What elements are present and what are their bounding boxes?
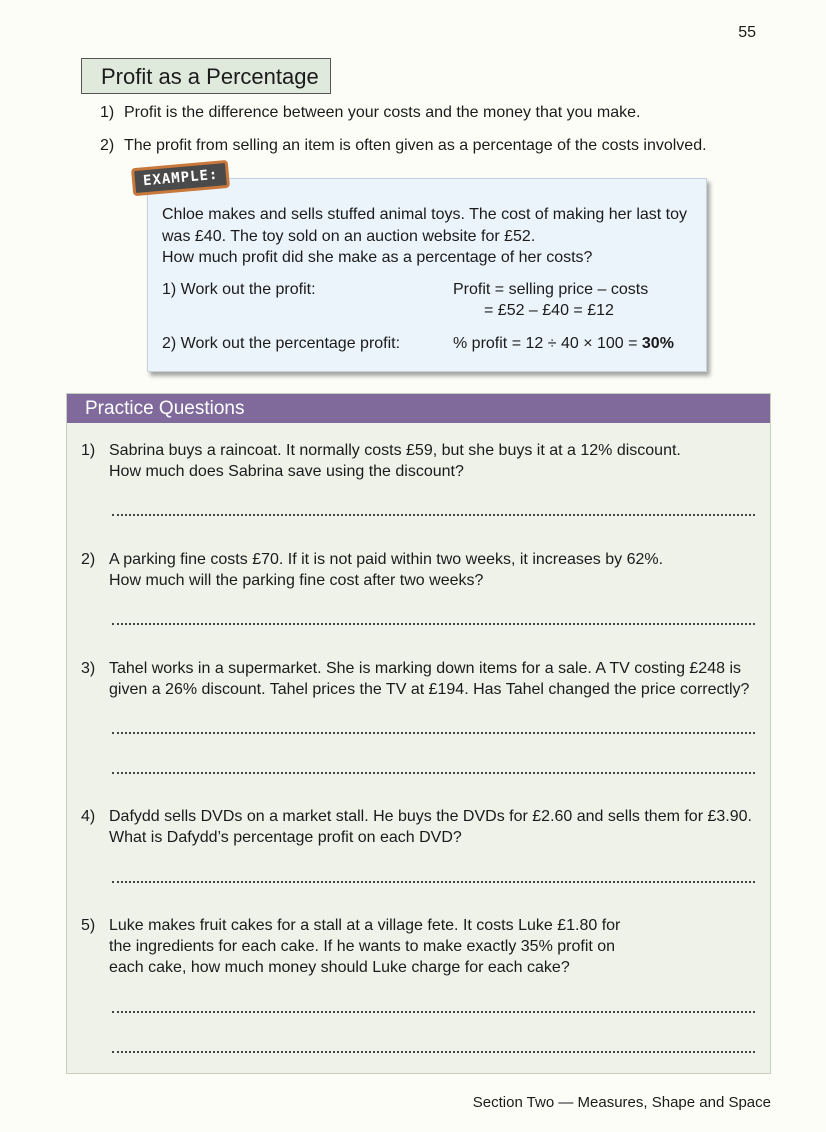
example-step-2-label: 2) Work out the percentage profit: <box>162 335 401 352</box>
practice-header: Practice Questions <box>67 394 770 423</box>
answer-line[interactable] <box>112 881 755 883</box>
section-footer: Section Two — Measures, Shape and Space <box>472 1094 771 1111</box>
example-box <box>147 178 707 372</box>
example-tag: EXAMPLE: <box>131 160 231 196</box>
example-answer: 30% <box>641 335 674 352</box>
answer-line[interactable] <box>112 772 755 774</box>
example-text-line: Chloe makes and sells stuffed animal toys. The cost of making her last toy <box>162 206 687 223</box>
answer-line[interactable] <box>112 1011 755 1013</box>
answer-line[interactable] <box>112 623 755 625</box>
example-text-line: How much profit did she make as a percentage of her costs? <box>162 249 593 266</box>
page-title: Profit as a Percentage <box>81 58 331 94</box>
answer-line[interactable] <box>112 514 755 516</box>
example-step-1-result: = £52 – £40 = £12 <box>484 302 614 319</box>
answer-line[interactable] <box>112 1051 755 1053</box>
example-step-2-formula: % profit = 12 ÷ 40 × 100 = 30% <box>453 335 674 352</box>
practice-questions-panel: Practice Questions 1) Sabrina buys a raincoat. It normally costs £59, but she buys it at a 12% discount. How much does Sabrina save using the discount? 2) A parking fine costs £70. If it is not paid within two weeks, it increases by 62%. How much will the parking fine cost after two weeks? 3) Tahel works in a supermarket. She is marking down items for a sale. A TV costing £248 is given a 26% discount. Tahel prices the TV at £194. Has Tahel changed the price correctly? 4) Dafydd sells DVDs on a market stall. He buys the DVDs for £2.60 and sells them for £3.90. What is Dafydd’s percentage profit on each DVD? 5) Luke makes fruit cakes for a stall at a village fete. It costs Luke £1.80 for the ingredients for each cake. If he wants to make exactly 35% profit on each cake, how much money should Luke charge for each cake? <box>66 393 771 1074</box>
answer-line[interactable] <box>112 732 755 734</box>
example-text-line: was £40. The toy sold on an auction website for £52. <box>162 228 536 245</box>
example-step-1-formula: Profit = selling price – costs <box>453 281 649 298</box>
page-number: 55 <box>738 24 756 41</box>
example-step-1-label: 1) Work out the profit: <box>162 281 316 298</box>
